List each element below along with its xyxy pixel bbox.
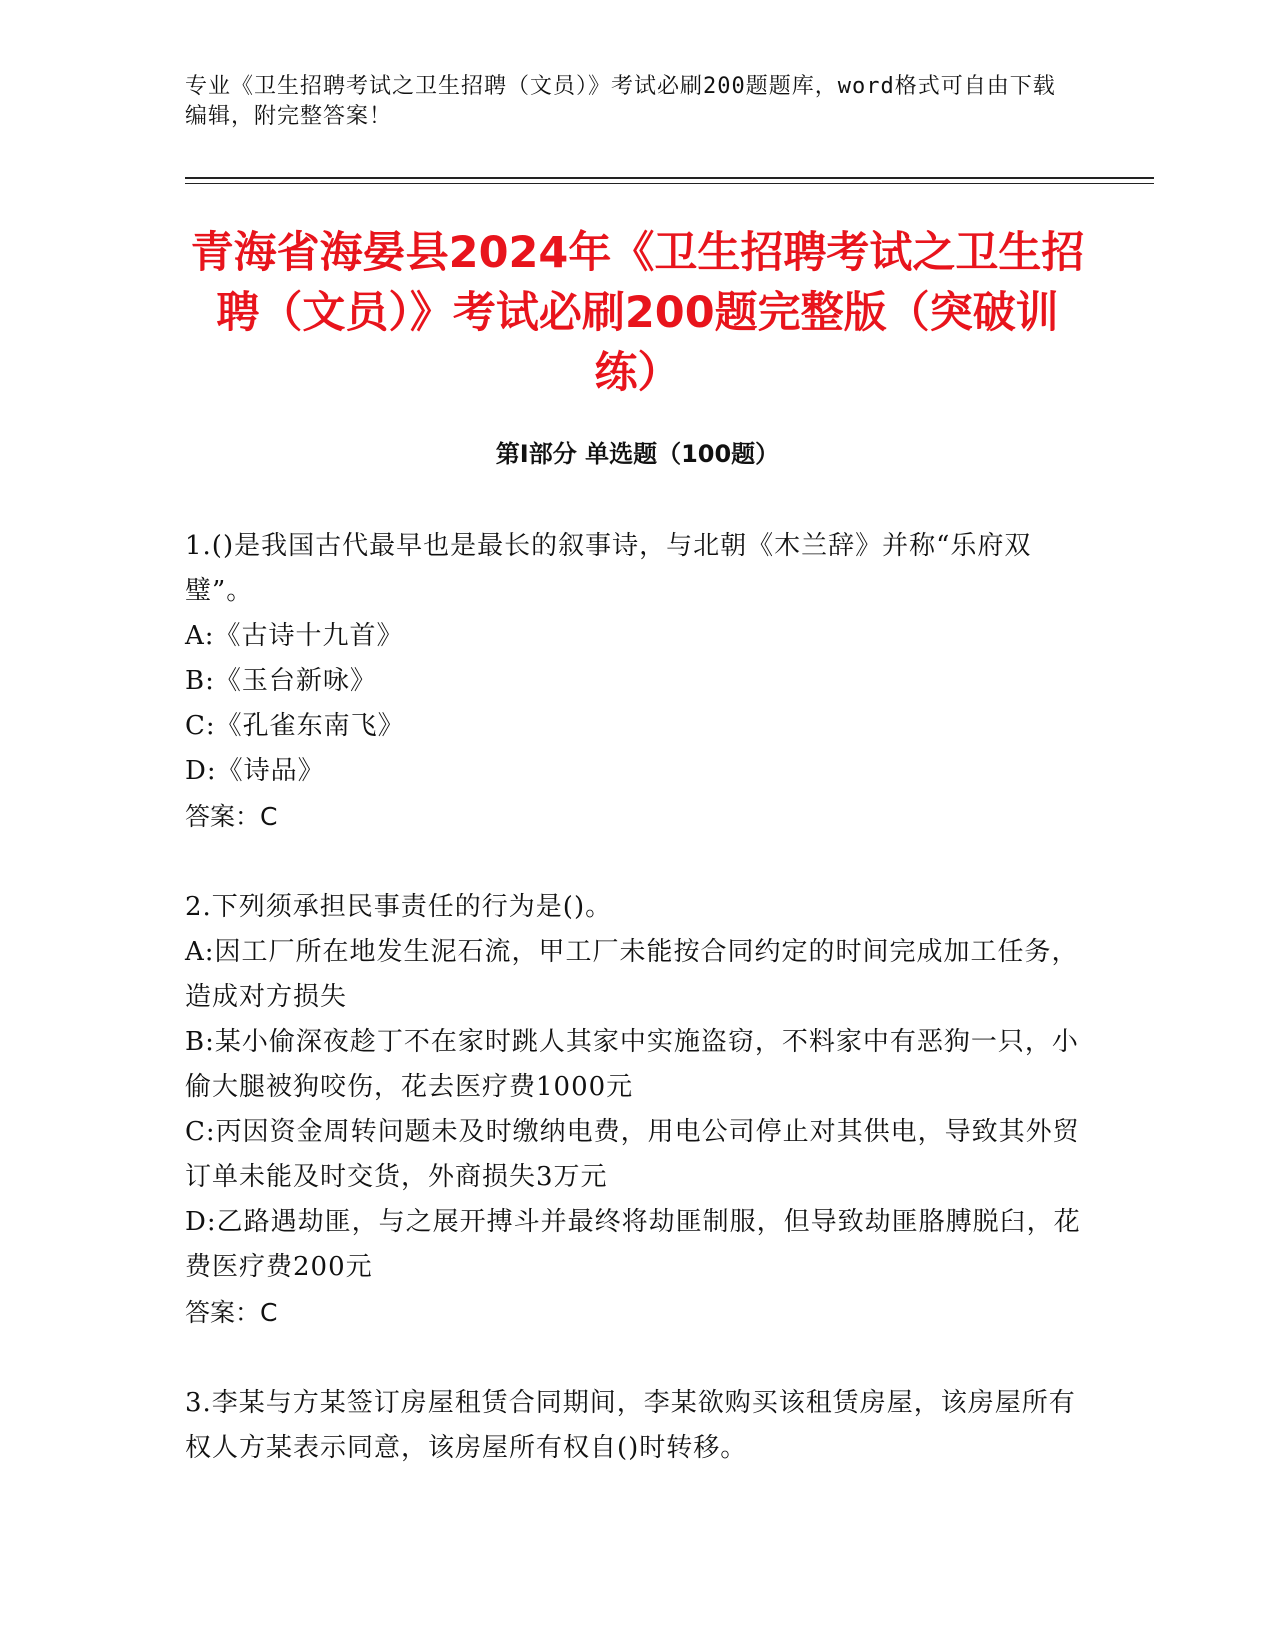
answer-line: 答案：C bbox=[185, 1298, 278, 1327]
question-3 bbox=[185, 1381, 1085, 1471]
option-a: A:因工厂所在地发生泥石流，甲工厂未能按合同约定的时间完成加工任务，造成对方损失 bbox=[185, 937, 1079, 1012]
question-stem: 2.下列须承担民事责任的行为是()。 bbox=[185, 892, 613, 922]
option-d: D:乙路遇劫匪，与之展开搏斗并最终将劫匪制服，但导致劫匪胳膊脱臼，花费医疗费200元 bbox=[185, 1207, 1081, 1282]
document-title: 青海省海晏县2024年《卫生招聘考试之卫生招聘（文员）》考试必刷200题完整版（突破训练） bbox=[190, 228, 1085, 398]
option-d: D:《诗品》 bbox=[185, 756, 325, 786]
question-1 bbox=[185, 524, 1085, 839]
option-a: A:《古诗十九首》 bbox=[185, 621, 404, 651]
header-rule-thin bbox=[185, 183, 1154, 184]
option-c: C:《孔雀东南飞》 bbox=[185, 711, 405, 741]
header-note: 专业《卫生招聘考试之卫生招聘（文员）》考试必刷200题题库，word格式可自由下载编辑，附完整答案！ bbox=[185, 74, 1056, 129]
option-b: B:某小偷深夜趁丁不在家时跳人其家中实施盗窃，不料家中有恶狗一只，小偷大腿被狗咬伤，花去医疗费1000元 bbox=[185, 1027, 1079, 1102]
option-b: B:《玉台新咏》 bbox=[185, 666, 377, 696]
answer-line: 答案：C bbox=[185, 802, 278, 831]
question-list bbox=[185, 524, 1085, 1517]
option-c: C:丙因资金周转问题未及时缴纳电费，用电公司停止对其供电，导致其外贸订单未能及时交货，外商损失3万元 bbox=[185, 1117, 1080, 1192]
question-2 bbox=[185, 885, 1085, 1335]
question-stem: 3.李某与方某签订房屋租赁合同期间，李某欲购买该租赁房屋，该房屋所有权人方某表示同意，该房屋所有权自()时转移。 bbox=[185, 1388, 1076, 1463]
section-title: 第Ⅰ部分 单选题（100题） bbox=[495, 440, 780, 468]
question-stem: 1.()是我国古代最早也是最长的叙事诗，与北朝《木兰辞》并称“乐府双璧”。 bbox=[185, 531, 1032, 606]
header-rule-thick bbox=[185, 177, 1154, 179]
